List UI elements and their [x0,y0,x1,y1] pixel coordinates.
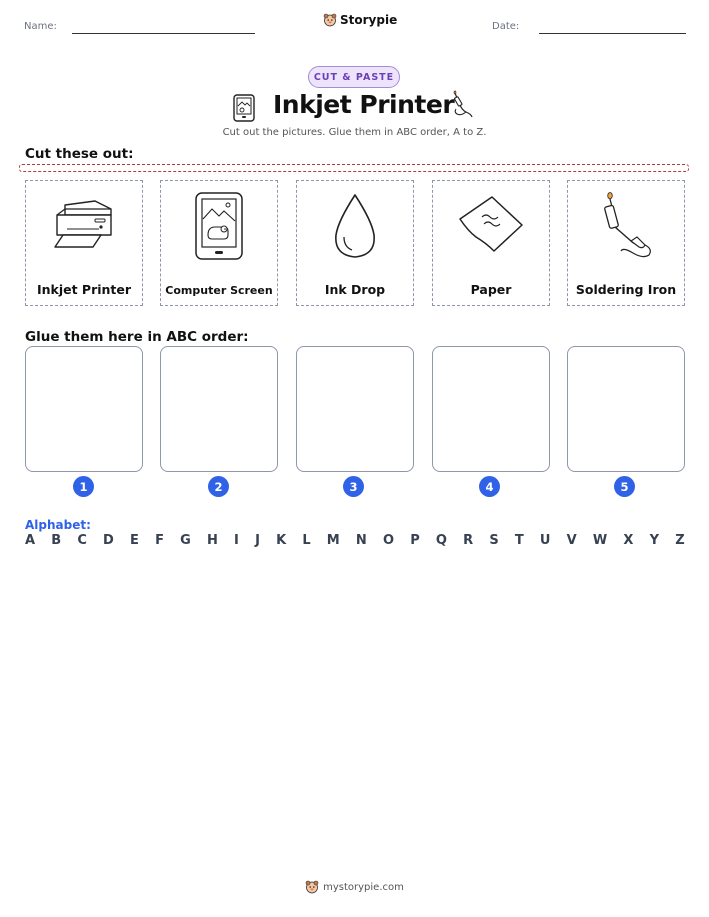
number-badge-3: 3 [343,476,364,497]
alphabet-letter: S [489,533,499,548]
alphabet-letter: T [514,533,524,548]
alphabet-letter: H [206,533,218,548]
glue-box-3[interactable] [296,346,414,472]
alphabet-letter: O [382,533,395,548]
tablet-screen-icon [233,94,255,122]
storypie-mascot-icon [305,880,319,894]
name-label: Name: [24,21,57,32]
cut-section-heading: Cut these out: [25,146,134,162]
alphabet-letter: A [25,533,36,548]
glue-box-4[interactable] [432,346,550,472]
alphabet-letter: B [51,533,62,548]
alphabet-label: Alphabet: [25,518,91,532]
cut-paste-badge: CUT & PASTE [308,66,400,88]
alphabet-letter: U [539,533,551,548]
cut-card-computer-screen[interactable] [160,180,278,306]
page-title: Inkjet Printer [273,90,455,119]
alphabet-letter: I [234,533,239,548]
cut-card-ink-drop[interactable] [296,180,414,306]
printer-icon [49,191,119,261]
alphabet-letter: Q [435,533,447,548]
number-badge-1: 1 [73,476,94,497]
alphabet-letter: X [623,533,634,548]
alphabet-letter: J [255,533,260,548]
card-label: Ink Drop [324,282,386,297]
cut-card-inkjet-printer[interactable] [25,180,143,306]
date-line[interactable] [539,33,686,34]
alphabet-letter: G [180,533,191,548]
alphabet-letter: F [155,533,164,548]
alphabet-letter: V [566,533,577,548]
alphabet-letter: Z [675,533,685,548]
instructions-text: Cut out the pictures. Glue them in ABC order, A to Z. [222,127,487,138]
number-badge-2: 2 [208,476,229,497]
number-badge-5: 5 [614,476,635,497]
footer-site[interactable]: mystorypie.com [323,881,404,893]
glue-box-2[interactable] [160,346,278,472]
card-label: Soldering Iron [575,282,677,297]
brand-logo [323,13,397,27]
cut-card-paper[interactable] [432,180,550,306]
glue-box-5[interactable] [567,346,685,472]
ink-drop-icon [320,191,390,261]
alphabet-letter: P [410,533,420,548]
alphabet-letter: C [77,533,87,548]
alphabet-letter: R [463,533,474,548]
glue-section-heading: Glue them here in ABC order: [25,329,249,345]
date-label: Date: [492,21,520,32]
footer [0,880,709,894]
alphabet-row [25,533,685,548]
alphabet-letter: Y [649,533,660,548]
alphabet-letter: W [592,533,608,548]
cut-line [19,164,689,172]
number-badge-4: 4 [479,476,500,497]
alphabet-letter: E [130,533,139,548]
alphabet-letter: L [302,533,311,548]
alphabet-letter: D [103,533,114,548]
storypie-mascot-icon [323,13,337,27]
glue-box-1[interactable] [25,346,143,472]
alphabet-letter: N [355,533,367,548]
soldering-iron-icon [591,191,661,261]
tablet-screen-icon [184,191,254,261]
card-label: Inkjet Printer [36,282,132,297]
name-line[interactable] [72,33,255,34]
soldering-iron-icon [449,90,475,120]
card-label: Computer Screen [165,284,273,297]
brand-name: Storypie [340,13,398,27]
alphabet-letter: M [326,533,340,548]
alphabet-letter: K [276,533,287,548]
paper-icon [456,191,526,261]
card-label: Paper [470,282,512,297]
cut-card-soldering-iron[interactable] [567,180,685,306]
